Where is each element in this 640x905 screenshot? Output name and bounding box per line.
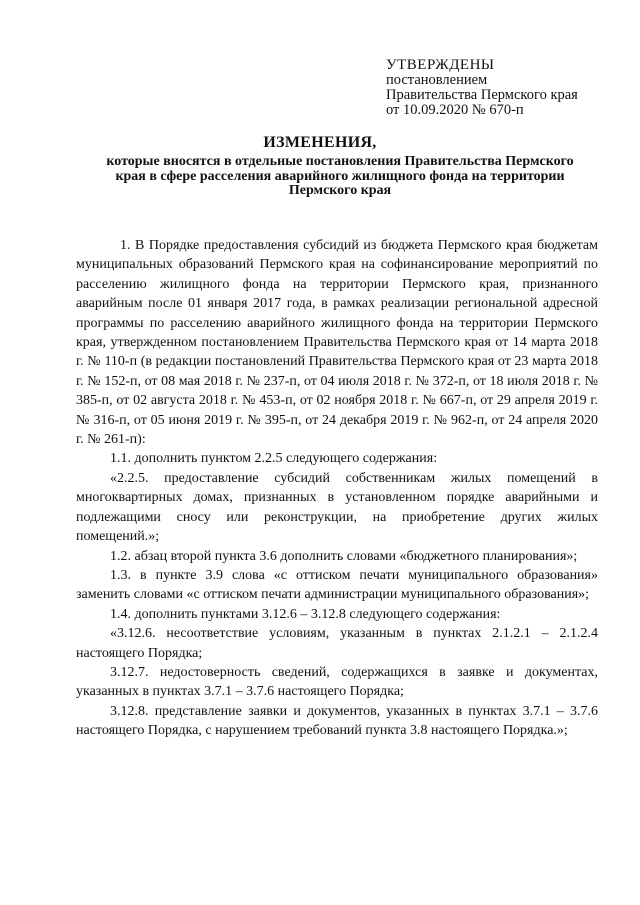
paragraph-1-3: 1.3. в пункте 3.9 слова «с оттиском печати муниципального образования» заменить словами «с оттиском печати администрации муниципального образования»; xyxy=(76,567,598,603)
paragraph-3-12-7: 3.12.7. недостоверность сведений, содержащихся в заявке и документах, указанных в пунктах 3.7.1 – 3.7.6 настоящего Порядка; xyxy=(76,664,598,700)
approval-title: УТВЕРЖДЕНЫ xyxy=(386,57,495,73)
paragraph-2-2-5: «2.2.5. предоставление субсидий собственникам жилых помещений в многоквартирных домах, признанных в установленном порядке аварийными и подлежащими сносу или реконструкции, на приобретение других жилых помещений.»; xyxy=(76,470,598,545)
paragraph-1-2: 1.2. абзац второй пункта 3.6 дополнить словами «бюджетного планирования»; xyxy=(110,548,578,564)
paragraph-1-4: 1.4. дополнить пунктами 3.12.6 – 3.12.8 следующего содержания: xyxy=(110,606,501,622)
approval-line-3: от 10.09.2020 № 670-п xyxy=(386,102,524,118)
paragraph-3-12-6: «3.12.6. несоответствие условиям, указанным в пунктах 2.1.2.1 – 2.1.2.4 настоящего Порядка; xyxy=(76,626,598,661)
paragraph-3-12-8: 3.12.8. представление заявки и документов, указанных в пунктах 3.7.1 – 3.7.6 настоящего Порядка, с нарушением требований пункта 3.8 настоящего Порядка.»; xyxy=(76,703,598,739)
approval-line-2: Правительства Пермского края xyxy=(386,87,578,103)
document-subtitle: которые вносятся в отдельные постановления Правительства Пермского края в сфере расселения аварийного жилищного фонда на территории Пермского края xyxy=(106,154,574,198)
document-title: ИЗМЕНЕНИЯ, xyxy=(263,134,377,151)
approval-block xyxy=(386,58,626,118)
document-body xyxy=(76,236,598,741)
paragraph-1-1: 1.1. дополнить пунктом 2.2.5 следующего содержания: xyxy=(110,451,438,467)
approval-line-1: постановлением xyxy=(386,72,488,88)
paragraph-1: 1. В Порядке предоставления субсидий из бюджета Пермского края бюджетам муниципальных образований Пермского края на софинансирование мероприятий по расселению жилищного фонда на территории Пермского края, признанного аварийным после 01 января 2017 года, в рамках реализации региональной адресной программы по расселению аварийного жилищного фонда на территории Пермского края, утвержденном постановлением Правительства Пермского края от 14 марта 2018 г. № 110-п (в редакции постановлений Правительства Пермского края от 23 марта 2018 г. № 152-п, от 08 мая 2018 г. № 237-п, от 04 июля 2018 г. № 372-п, от 18 июля 2018 г. № 385-п, от 02 августа 2018 г. № 453-п, от 02 ноября 2018 г. № 667-п, от 29 апреля 2019 г. № 316-п, от 05 июня 2019 г. № 395-п, от 24 декабря 2019 г. № 962-п, от 24 апреля 2020 г. № 261-п): xyxy=(76,238,598,448)
